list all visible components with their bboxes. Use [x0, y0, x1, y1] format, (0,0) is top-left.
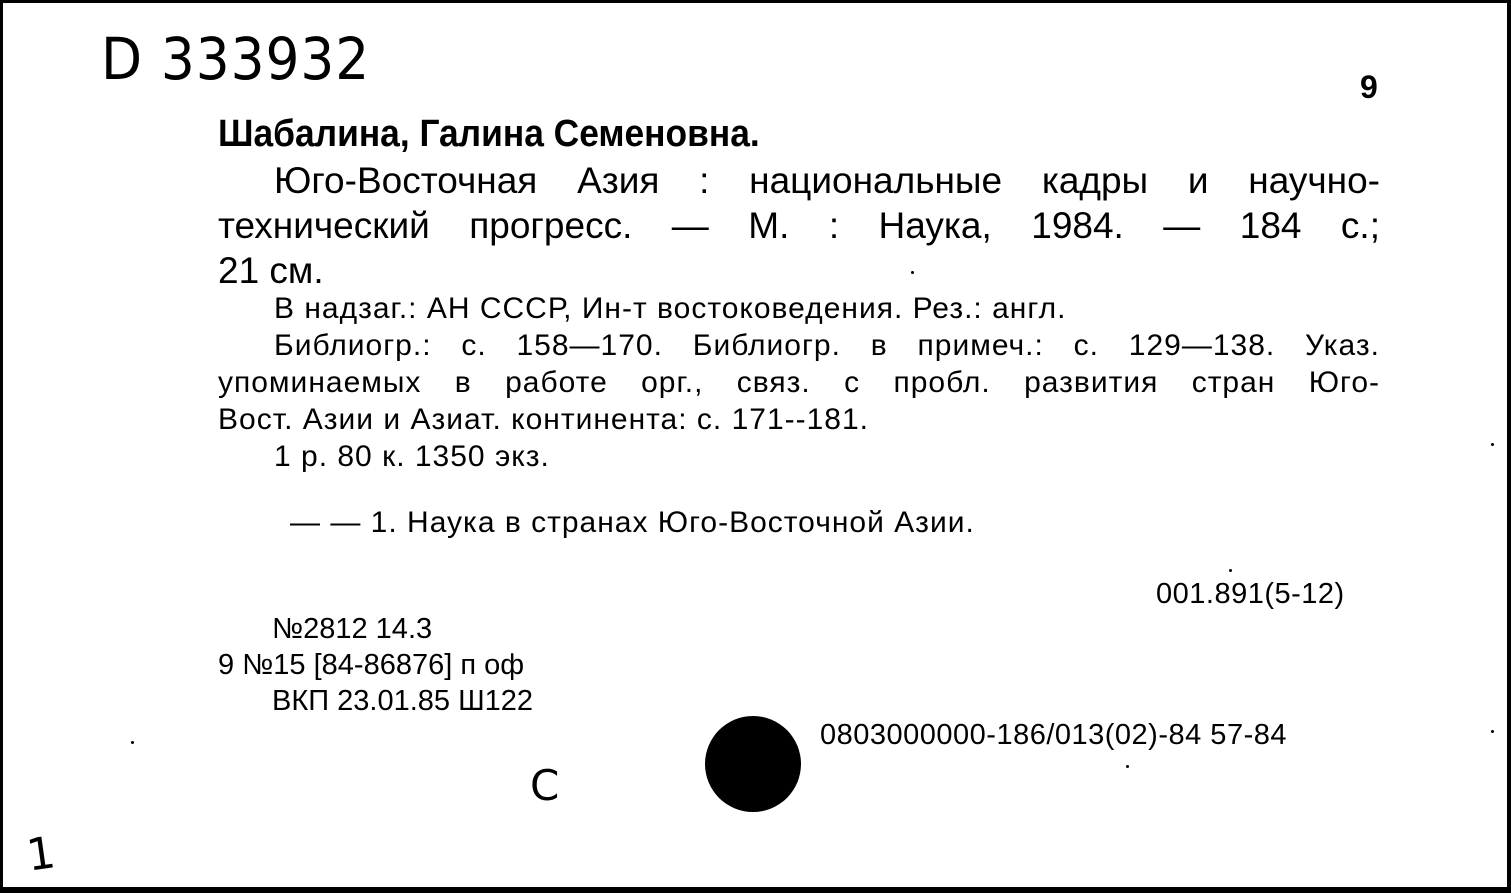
note-line: упоминаемых в работе орг., связ. с пробл. развития стран Юго- — [218, 366, 1380, 399]
title-line: 21 см. — [218, 250, 324, 291]
scan-speck — [1126, 765, 1129, 768]
title-line: Юго-Восточная Азия : национальные кадры и научно- — [274, 160, 1380, 201]
scan-speck — [131, 741, 134, 744]
inventory-number: D 333932 — [101, 25, 371, 93]
price-run-line: 1 р. 80 к. 1350 экз. — [274, 440, 550, 473]
subject-heading: — — 1. Наука в странах Юго-Восточной Азии. — [290, 506, 975, 539]
corner-number: 9 — [1360, 69, 1378, 105]
title-line: технический прогресс. — М. : Наука, 1984. — 184 с.; — [218, 205, 1380, 246]
service-line: №2812 14.3 — [272, 613, 433, 645]
letter-mark: С — [530, 761, 560, 810]
handwritten-mark: 1 — [23, 827, 59, 882]
note-line: Вост. Азии и Азиат. континента: с. 171--181. — [218, 403, 870, 436]
punch-hole — [705, 716, 801, 812]
note-line: В надзаг.: АН СССР, Ин-т востоковедения. Рез.: англ. — [274, 292, 1067, 325]
price-code: 0803000000-186/013(02)-84 57-84 — [820, 719, 1287, 751]
udc-index: 001.891(5-12) — [1156, 578, 1345, 610]
title-statement — [218, 158, 1380, 293]
service-line: 9 №15 [84-86876] п оф — [218, 649, 525, 681]
scan-speck — [911, 271, 914, 274]
service-notes — [218, 611, 533, 719]
scan-speck — [1491, 443, 1494, 446]
author-heading: Шабалина, Галина Семеновна. — [218, 113, 760, 155]
note-line: Библиогр.: с. 158—170. Библиогр. в примеч.: с. 129—138. Указ. — [274, 329, 1380, 362]
scan-speck — [1229, 569, 1232, 572]
service-line: ВКП 23.01.85 Ш122 — [272, 685, 534, 717]
scan-speck — [1491, 730, 1494, 733]
notes — [218, 290, 1380, 475]
